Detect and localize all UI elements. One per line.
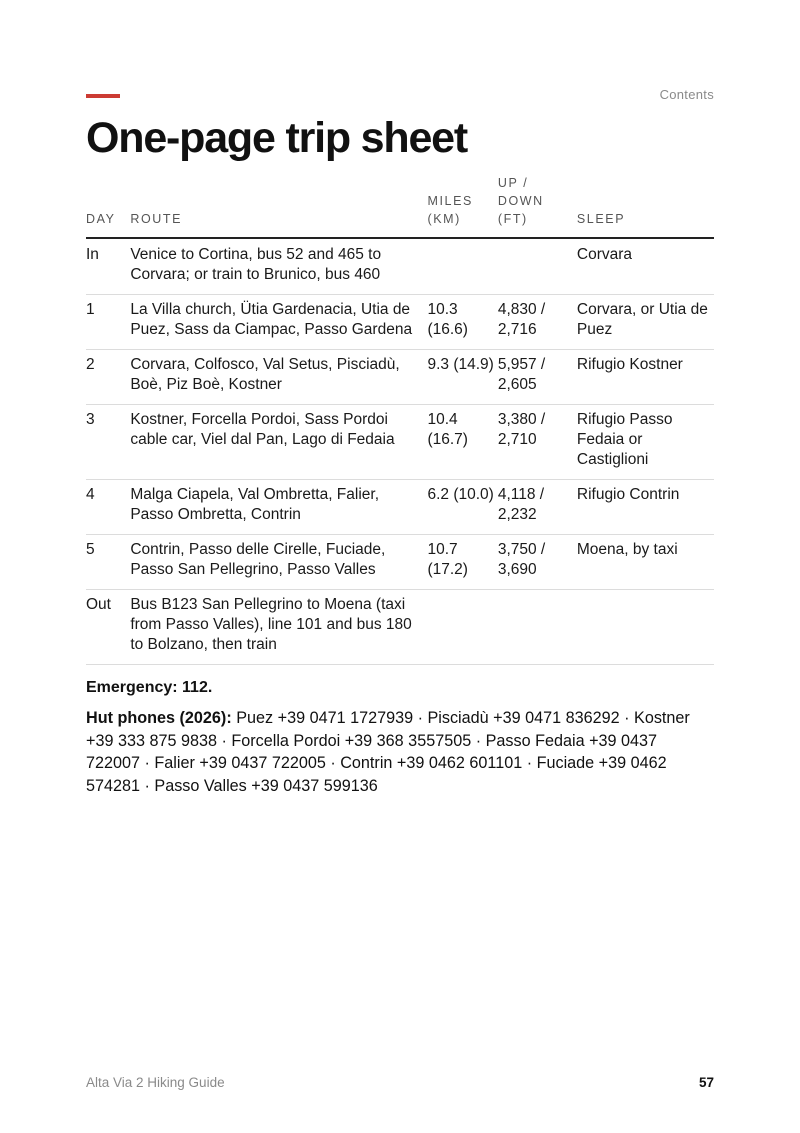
table-header-row bbox=[86, 174, 714, 238]
header-miles bbox=[427, 174, 497, 238]
cell-miles bbox=[427, 238, 497, 295]
table-row bbox=[86, 405, 714, 480]
emergency-note: Emergency: 112. bbox=[86, 679, 213, 696]
table-row bbox=[86, 295, 714, 350]
cell-miles: 10.3 (16.6) bbox=[427, 295, 497, 350]
header-day: DAY bbox=[86, 174, 130, 238]
cell-day: 1 bbox=[86, 295, 130, 350]
cell-route: La Villa church, Ütia Gardenacia, Utia de Puez, Sass da Ciampac, Passo Gardena bbox=[130, 295, 427, 350]
cell-up-down: 4,118 / 2,232 bbox=[498, 480, 577, 535]
cell-day: 2 bbox=[86, 350, 130, 405]
trip-table bbox=[86, 174, 714, 665]
footer-book-title: Alta Via 2 Hiking Guide bbox=[86, 1075, 225, 1090]
cell-sleep: Corvara bbox=[577, 238, 714, 295]
header-sleep: SLEEP bbox=[577, 174, 714, 238]
hut-phones bbox=[86, 707, 714, 797]
table-row bbox=[86, 350, 714, 405]
cell-day: 4 bbox=[86, 480, 130, 535]
page bbox=[86, 0, 714, 1133]
cell-miles: 10.7 (17.2) bbox=[427, 535, 497, 590]
cell-miles: 6.2 (10.0) bbox=[427, 480, 497, 535]
cell-sleep: Moena, by taxi bbox=[577, 535, 714, 590]
table-row bbox=[86, 480, 714, 535]
cell-route: Contrin, Passo delle Cirelle, Fuciade, Passo San Pellegrino, Passo Valles bbox=[130, 535, 427, 590]
header-up-down-label: UP / DOWN (FT) bbox=[497, 176, 544, 226]
header-miles-label: MILES (KM) bbox=[427, 194, 473, 226]
cell-route: Kostner, Forcella Pordoi, Sass Pordoi cable car, Viel dal Pan, Lago di Fedaia bbox=[130, 405, 427, 480]
cell-up-down: 3,380 / 2,710 bbox=[498, 405, 577, 480]
header-route: ROUTE bbox=[130, 174, 427, 238]
accent-bar bbox=[86, 94, 120, 98]
cell-miles bbox=[427, 590, 497, 665]
cell-route: Malga Ciapela, Val Ombretta, Falier, Passo Ombretta, Contrin bbox=[130, 480, 427, 535]
cell-up-down bbox=[498, 590, 577, 665]
hut-phones-text: Puez +39 0471 1727939 · Pisciadù +39 0471 836292 · Kostner +39 333 875 9838 · Forcella Pordoi +39 368 3557505 · Passo Fedaia +39 0437 722007 · Falier +39 0437 722005 · Contrin +39 0462 601101 · Fuciade +39 0462 574281 · Passo Valles +39 0437 599136 bbox=[86, 709, 690, 795]
cell-route: Venice to Cortina, bus 52 and 465 to Corvara; or train to Brunico, bus 460 bbox=[130, 238, 427, 295]
cell-sleep: Rifugio Kostner bbox=[577, 350, 714, 405]
cell-day: Out bbox=[86, 590, 130, 665]
cell-day: 5 bbox=[86, 535, 130, 590]
table-row bbox=[86, 535, 714, 590]
page-number: 57 bbox=[698, 1075, 714, 1090]
cell-sleep: Rifugio Contrin bbox=[577, 480, 714, 535]
hut-phones-label: Hut phones (2026): bbox=[86, 709, 232, 727]
cell-up-down: 4,830 / 2,716 bbox=[498, 295, 577, 350]
table-row bbox=[86, 238, 714, 295]
header-up-down bbox=[498, 174, 577, 238]
table-row bbox=[86, 590, 714, 665]
cell-route: Bus B123 San Pellegrino to Moena (taxi from Passo Valles), line 101 and bus 180 to Bolzano, then train bbox=[130, 590, 427, 665]
cell-sleep: Corvara, or Utia de Puez bbox=[577, 295, 714, 350]
cell-miles: 10.4 (16.7) bbox=[427, 405, 497, 480]
cell-route: Corvara, Colfosco, Val Setus, Pisciadù, Boè, Piz Boè, Kostner bbox=[130, 350, 427, 405]
section-label: Contents bbox=[659, 87, 714, 102]
cell-up-down: 3,750 / 3,690 bbox=[498, 535, 577, 590]
cell-day: 3 bbox=[86, 405, 130, 480]
cell-sleep bbox=[577, 590, 714, 665]
cell-up-down bbox=[498, 238, 577, 295]
page-title: One-page trip sheet bbox=[86, 114, 467, 162]
cell-up-down: 5,957 / 2,605 bbox=[498, 350, 577, 405]
cell-day: In bbox=[86, 238, 130, 295]
cell-sleep: Rifugio Passo Fedaia or Castiglioni bbox=[577, 405, 714, 480]
cell-miles: 9.3 (14.9) bbox=[427, 350, 497, 405]
